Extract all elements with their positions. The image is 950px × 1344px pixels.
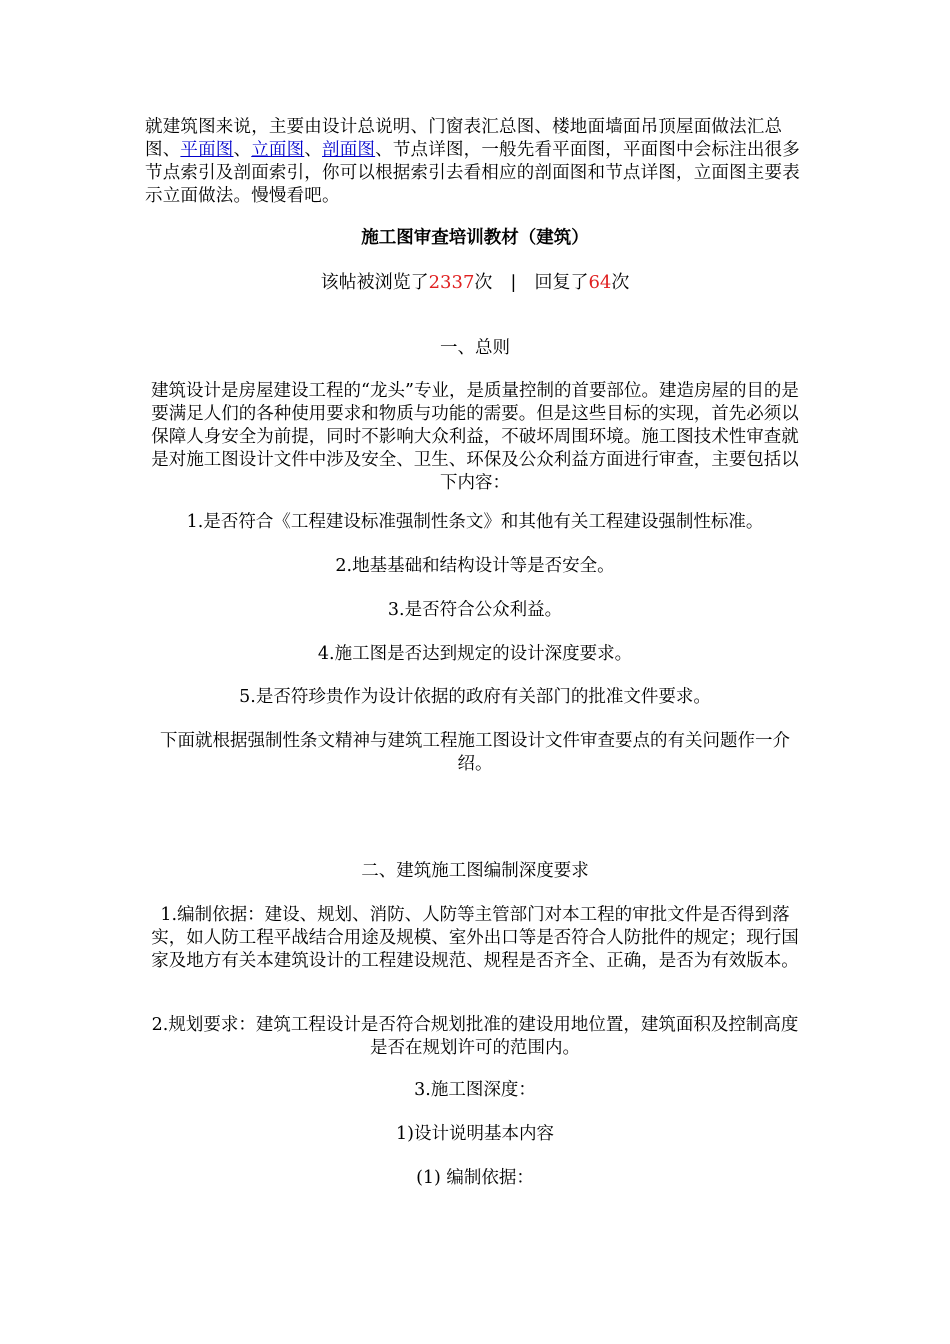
section2-paragraph-5: (1) 编制依据： bbox=[416, 1168, 534, 1188]
views-prefix: 该帖被浏览了 bbox=[320, 272, 429, 293]
section1-item-1: 1.是否符合《工程建设标准强制性条文》和其他有关工程建设强制性标准。 bbox=[186, 512, 764, 532]
post-stats bbox=[145, 271, 805, 294]
section2-paragraph-2: 2.规划要求：建筑工程设计是否符合规划批准的建设用地位置，建筑面积及控制高度是否在规划许可的范围内。 bbox=[151, 1015, 799, 1058]
floor-plan-link[interactable]: 平面图 bbox=[180, 140, 234, 160]
replies-count: 64 bbox=[588, 272, 612, 293]
intro-sep-2: 、 bbox=[304, 140, 323, 160]
replies-suffix: 次 bbox=[611, 272, 630, 293]
document-title: 施工图审查培训教材（建筑） bbox=[361, 228, 589, 248]
section1-item-4: 4.施工图是否达到规定的设计深度要求。 bbox=[317, 644, 633, 664]
section1-item-3: 3.是否符合公众利益。 bbox=[387, 600, 563, 620]
replies-prefix: 回复了 bbox=[534, 272, 589, 293]
section1-paragraph: 建筑设计是房屋建设工程的“龙头”专业，是质量控制的首要部位。建造房屋的目的是要满足人们的各种使用要求和物质与功能的需要。但是这些目标的实现，首先必须以保障人身安全为前提，同时不影响大众利益，不破坏周围环境。施工图技术性审查就是对施工图设计文件中涉及安全、卫生、环保及公众利益方面进行审查，主要包括以下内容： bbox=[151, 381, 799, 493]
section2-paragraph-4: 1)设计说明基本内容 bbox=[396, 1124, 554, 1144]
section1-item-5: 5.是否符珍贵作为设计依据的政府有关部门的批准文件要求。 bbox=[239, 687, 711, 707]
section1-closing: 下面就根据强制性条文精神与建筑工程施工图设计文件审查要点的有关问题作一介绍。 bbox=[160, 731, 790, 774]
section-drawing-link[interactable]: 剖面图 bbox=[322, 140, 376, 160]
section2-heading: 二、建筑施工图编制深度要求 bbox=[361, 861, 589, 881]
intro-paragraph bbox=[145, 116, 805, 208]
intro-text-2: 、节点详图，一般先看平面图，平面图中会标注出很多节点索引及剖面索引，你可以根据索引去看相应的剖面图和节点详图，立面图主要表示立面做法。慢慢看吧。 bbox=[145, 140, 800, 206]
elevation-link[interactable]: 立面图 bbox=[251, 140, 305, 160]
section2-paragraph-1: 1.编制依据：建设、规划、消防、人防等主管部门对本工程的审批文件是否得到落实，如人防工程平战结合用途及规模、室外出口等是否符合人防批件的规定；现行国家及地方有关本建筑设计的工程建设规范、规程是否齐全、正确，是否为有效版本。 bbox=[151, 905, 799, 971]
views-count: 2337 bbox=[428, 272, 475, 293]
stats-divider: | bbox=[510, 272, 517, 293]
views-suffix: 次 bbox=[474, 272, 493, 293]
section2-paragraph-3: 3.施工图深度： bbox=[414, 1080, 536, 1100]
intro-sep-1: 、 bbox=[233, 140, 252, 160]
section1-heading: 一、总则 bbox=[440, 338, 510, 358]
section1-item-2: 2.地基基础和结构设计等是否安全。 bbox=[335, 556, 615, 576]
intro-text-1: 就建筑图来说，主要由设计总说明、门窗表汇总图、楼地面墙面吊顶屋面做法汇总图、 bbox=[145, 117, 783, 160]
